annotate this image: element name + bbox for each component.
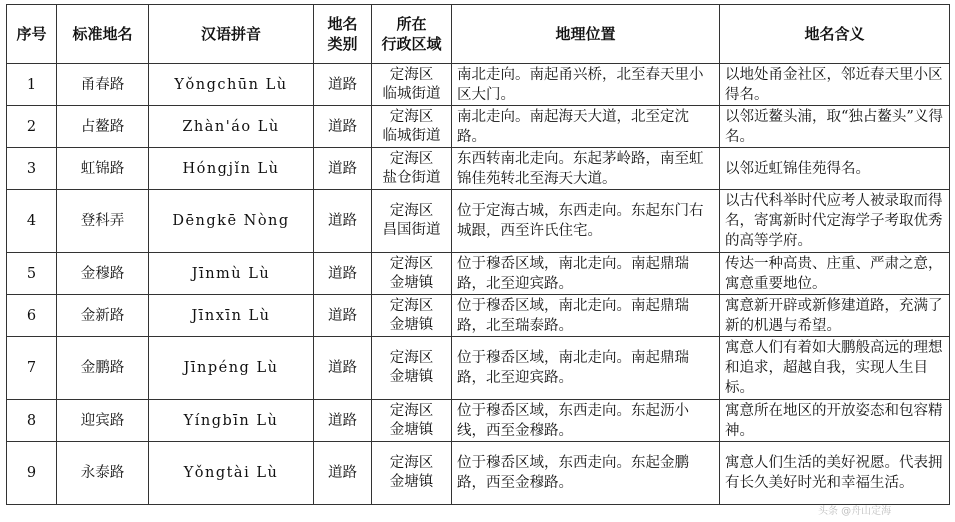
cell-pinyin: Yǒngchūn Lù xyxy=(149,64,314,106)
cell-category: 道路 xyxy=(314,106,372,148)
header-pinyin: 汉语拼音 xyxy=(149,5,314,64)
district-line-1: 定海区 xyxy=(389,402,434,419)
cell-district xyxy=(372,190,452,253)
source-watermark: 头条 @舟山定海 xyxy=(818,506,892,517)
cell-location: 东西转南北走向。东起茅岭路，南至虹锦佳苑转北至海天大道。 xyxy=(452,148,720,190)
cell-index: 9 xyxy=(7,442,57,505)
district-line-1: 定海区 xyxy=(389,350,434,366)
cell-name: 占鳌路 xyxy=(57,106,149,148)
district-line-1: 定海区 xyxy=(389,255,434,272)
header-location: 地理位置 xyxy=(452,5,720,64)
cell-index: 3 xyxy=(7,148,57,190)
cell-location: 位于穆岙区域，南北走向。南起鼎瑞路，北至迎宾路。 xyxy=(452,337,720,400)
cell-category: 道路 xyxy=(314,64,372,106)
cell-category: 道路 xyxy=(314,148,372,190)
cell-district xyxy=(372,64,452,106)
district-line-2: 金塘镇 xyxy=(389,474,434,490)
cell-location: 南北走向。南起甬兴桥，北至春天里小区大门。 xyxy=(452,64,720,106)
district-line-1: 定海区 xyxy=(389,297,434,314)
cell-meaning: 以邻近鳌头浦，取“独占鳌头”义得名。 xyxy=(720,106,950,148)
cell-index: 5 xyxy=(7,253,57,295)
cell-location: 位于穆岙区域，东西走向。东起沥小线，西至金穆路。 xyxy=(452,400,720,442)
cell-name: 金新路 xyxy=(57,295,149,337)
cell-pinyin: Jīnpéng Lù xyxy=(149,337,314,400)
district-line-2: 金塘镇 xyxy=(389,369,434,385)
cell-meaning: 寓意所在地区的开放姿态和包容精神。 xyxy=(720,400,950,442)
cell-name: 虹锦路 xyxy=(57,148,149,190)
table-row xyxy=(7,148,950,190)
district-line-1: 定海区 xyxy=(389,108,434,125)
cell-meaning: 以古代科举时代应考人被录取而得名，寄寓新时代定海学子考取优秀的高等学府。 xyxy=(720,190,950,253)
cell-name: 迎宾路 xyxy=(57,400,149,442)
cell-index: 4 xyxy=(7,190,57,253)
header-district xyxy=(372,5,452,64)
cell-district xyxy=(372,400,452,442)
table-row xyxy=(7,253,950,295)
cell-index: 6 xyxy=(7,295,57,337)
district-line-1: 定海区 xyxy=(389,66,434,83)
table-row xyxy=(7,442,950,505)
header-meaning: 地名含义 xyxy=(720,5,950,64)
table-header-row xyxy=(7,5,950,64)
cell-category: 道路 xyxy=(314,442,372,505)
table-row xyxy=(7,337,950,400)
table-row xyxy=(7,64,950,106)
cell-index: 7 xyxy=(7,337,57,400)
cell-pinyin: Zhàn'áo Lù xyxy=(149,106,314,148)
header-district-line-1: 所在 xyxy=(396,15,427,33)
header-category-line-2: 类别 xyxy=(327,35,358,53)
cell-category: 道路 xyxy=(314,190,372,253)
cell-name: 登科弄 xyxy=(57,190,149,253)
cell-name: 甬春路 xyxy=(57,64,149,106)
cell-meaning: 以地处甬金社区，邻近春天里小区得名。 xyxy=(720,64,950,106)
district-line-2: 临城街道 xyxy=(382,127,441,144)
cell-location: 位于穆岙区域，南北走向。南起鼎瑞路，北至迎宾路。 xyxy=(452,253,720,295)
district-line-2: 金塘镇 xyxy=(389,316,434,333)
cell-pinyin: Dēngkē Nòng xyxy=(149,190,314,253)
table-row xyxy=(7,400,950,442)
district-line-2: 金塘镇 xyxy=(389,421,434,438)
cell-meaning: 寓意人们生活的美好祝愿。代表拥有长久美好时光和幸福生活。 xyxy=(720,442,950,505)
district-line-2: 盐仓街道 xyxy=(382,169,441,186)
table-row xyxy=(7,106,950,148)
place-name-table-container xyxy=(6,4,949,505)
district-line-1: 定海区 xyxy=(389,455,434,471)
cell-pinyin: Jīnmù Lù xyxy=(149,253,314,295)
cell-pinyin: Yǒngtài Lù xyxy=(149,442,314,505)
cell-district xyxy=(372,148,452,190)
district-line-2: 昌国街道 xyxy=(382,222,441,238)
cell-pinyin: Jīnxīn Lù xyxy=(149,295,314,337)
cell-district xyxy=(372,442,452,505)
cell-name: 金鹏路 xyxy=(57,337,149,400)
cell-index: 8 xyxy=(7,400,57,442)
cell-category: 道路 xyxy=(314,253,372,295)
cell-name: 永泰路 xyxy=(57,442,149,505)
cell-pinyin: Hóngjǐn Lù xyxy=(149,148,314,190)
cell-meaning: 寓意新开辟或新修建道路，充满了新的机遇与希望。 xyxy=(720,295,950,337)
cell-index: 1 xyxy=(7,64,57,106)
cell-location: 位于定海古城，东西走向。东起东门右城跟，西至许氏住宅。 xyxy=(452,190,720,253)
cell-meaning: 以邻近虹锦佳苑得名。 xyxy=(720,148,950,190)
cell-pinyin: Yíngbīn Lù xyxy=(149,400,314,442)
cell-district xyxy=(372,295,452,337)
cell-district xyxy=(372,253,452,295)
table-row xyxy=(7,190,950,253)
cell-location: 位于穆岙区域，东西走向。东起金鹏路，西至金穆路。 xyxy=(452,442,720,505)
cell-category: 道路 xyxy=(314,295,372,337)
cell-location: 南北走向。南起海天大道，北至定沈路。 xyxy=(452,106,720,148)
cell-district xyxy=(372,106,452,148)
header-index: 序号 xyxy=(7,5,57,64)
district-line-1: 定海区 xyxy=(389,203,434,219)
district-line-2: 临城街道 xyxy=(382,85,441,102)
cell-category: 道路 xyxy=(314,400,372,442)
place-name-table xyxy=(6,4,950,505)
district-line-1: 定海区 xyxy=(389,150,434,167)
header-category-line-1: 地名 xyxy=(327,15,358,33)
cell-meaning: 传达一种高贵、庄重、严肃之意，寓意重要地位。 xyxy=(720,253,950,295)
cell-district xyxy=(372,337,452,400)
cell-meaning: 寓意人们有着如大鹏般高远的理想和追求，超越自我，实现人生目标。 xyxy=(720,337,950,400)
cell-category: 道路 xyxy=(314,337,372,400)
cell-name: 金穆路 xyxy=(57,253,149,295)
district-line-2: 金塘镇 xyxy=(389,274,434,291)
cell-index: 2 xyxy=(7,106,57,148)
table-row xyxy=(7,295,950,337)
cell-location: 位于穆岙区域，南北走向。南起鼎瑞路，北至瑞泰路。 xyxy=(452,295,720,337)
header-category xyxy=(314,5,372,64)
header-name: 标准地名 xyxy=(57,5,149,64)
header-district-line-2: 行政区域 xyxy=(381,35,442,53)
